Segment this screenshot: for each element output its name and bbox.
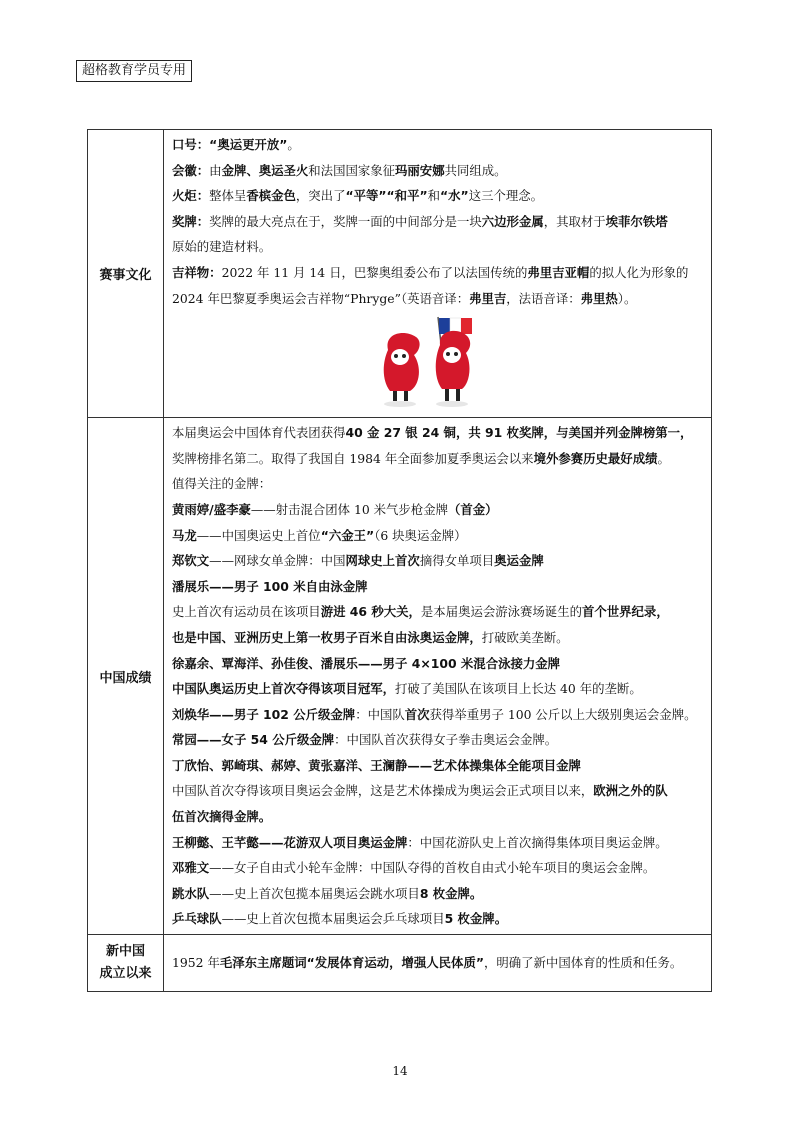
results-p1-line2: 奖牌榜排名第二。取得了我国自 1984 年全面参加夏季奥运会以来境外参赛历史最好成绩。 [172, 450, 670, 466]
mascot-line-2: 2024 年巴黎夏季奥运会吉祥物“Phryge”（英语音译：弗里吉，法语音译：弗里热）。 [172, 290, 637, 306]
medal-item-1: 黄雨婷/盛李豪——射击混合团体 10 米气步枪金牌（首金） [172, 501, 498, 517]
results-row [88, 418, 712, 935]
medal-item-7: 常园——女子 54 公斤级金牌：中国队首次获得女子拳击奥运会金牌。 [172, 732, 558, 748]
medal-item-2: 马龙——中国奥运史上首位“六金王”（6 块奥运金牌） [172, 527, 467, 543]
slogan-line: 口号：“奥运更开放”。 [172, 137, 300, 152]
medal-item-8-desc: 中国队首次夺得该项目奥运会金牌，这是艺术体操成为奥运会正式项目以来，欧洲之外的队 [172, 783, 668, 799]
results-label: 中国成绩 [88, 418, 164, 935]
results-p2: 值得关注的金牌： [172, 476, 272, 492]
page-number: 14 [392, 1064, 408, 1078]
medal-item-8-desc-2: 伍首次摘得金牌。 [172, 809, 272, 825]
newchina-label: 新中国 成立以来 [88, 935, 164, 992]
medal-item-9: 王柳懿、王芊懿——花游双人项目奥运金牌：中国花游队史上首次摘得集体项目奥运金牌。 [172, 834, 668, 850]
culture-row [88, 130, 712, 418]
newchina-content [164, 935, 712, 992]
newchina-row [88, 935, 712, 992]
medal-line-2: 原始的建造材料。 [172, 239, 272, 255]
medal-item-8: 丁欣怡、郭崎琪、郝婷、黄张嘉洋、王澜静——艺术体操集体全能项目金牌 [172, 757, 581, 773]
mascot-line: 吉祥物：2022 年 11 月 14 日，巴黎奥组委公布了以法国传统的弗里吉亚帽的拟人化为形象的 [172, 264, 689, 280]
emblem-line: 会徽：由金牌、奥运圣火和法国国家象征玛丽安娜共同组成。 [172, 162, 507, 178]
medal-item-12: 乒乓球队——史上首次包揽本届奥运会乒乓球项目5 枚金牌。 [172, 911, 508, 927]
results-p1: 本届奥运会中国体育代表团获得40 金 27 银 24 铜，共 91 枚奖牌，与美国并列金牌榜第一， [172, 425, 693, 441]
medal-item-4-desc: 史上首次有运动员在该项目游进 46 秒大关，是本届奥运会游泳赛场诞生的首个世界纪录， [172, 604, 669, 620]
medal-line: 奖牌：奖牌的最大亮点在于，奖牌一面的中间部分是一块六边形金属，其取材于埃菲尔铁塔 [172, 213, 668, 229]
phryge-mascots-image [360, 315, 500, 409]
culture-content [164, 130, 712, 418]
medal-item-4-desc-2: 也是中国、亚洲历史上第一枚男子百米自由泳奥运金牌，打破欧美垄断。 [172, 629, 569, 645]
medal-item-11: 跳水队——史上首次包揽本届奥运会跳水项目8 枚金牌。 [172, 885, 483, 901]
medal-item-3: 郑钦文——网球女单金牌：中国网球史上首次摘得女单项目奥运金牌 [172, 553, 544, 569]
header-stamp: 超格教育学员专用 [76, 60, 192, 82]
medal-item-5: 徐嘉余、覃海洋、孙佳俊、潘展乐——男子 4×100 米混合泳接力金牌 [172, 655, 561, 671]
medal-item-5-desc: 中国队奥运历史上首次夺得该项目冠军，打破了美国队在该项目上长达 40 年的垄断。 [172, 681, 642, 697]
culture-label: 赛事文化 [88, 130, 164, 418]
content-table [87, 129, 712, 992]
medal-item-6: 刘焕华——男子 102 公斤级金牌：中国队首次获得举重男子 100 公斤以上大级别奥运会金牌。 [172, 706, 697, 722]
medal-item-4: 潘展乐——男子 100 米自由泳金牌 [172, 578, 368, 594]
medal-item-10: 邓雅文——女子自由式小轮车金牌：中国队夺得的首枚自由式小轮车项目的奥运会金牌。 [172, 860, 656, 876]
mascot-illustration [172, 315, 704, 409]
newchina-line: 1952 年毛泽东主席题词“发展体育运动，增强人民体质”，明确了新中国体育的性质和任务。 [172, 955, 683, 971]
results-content [164, 418, 712, 935]
torch-line: 火炬：整体呈香槟金色，突出了“平等”“和平”和“水”这三个理念。 [172, 188, 544, 204]
